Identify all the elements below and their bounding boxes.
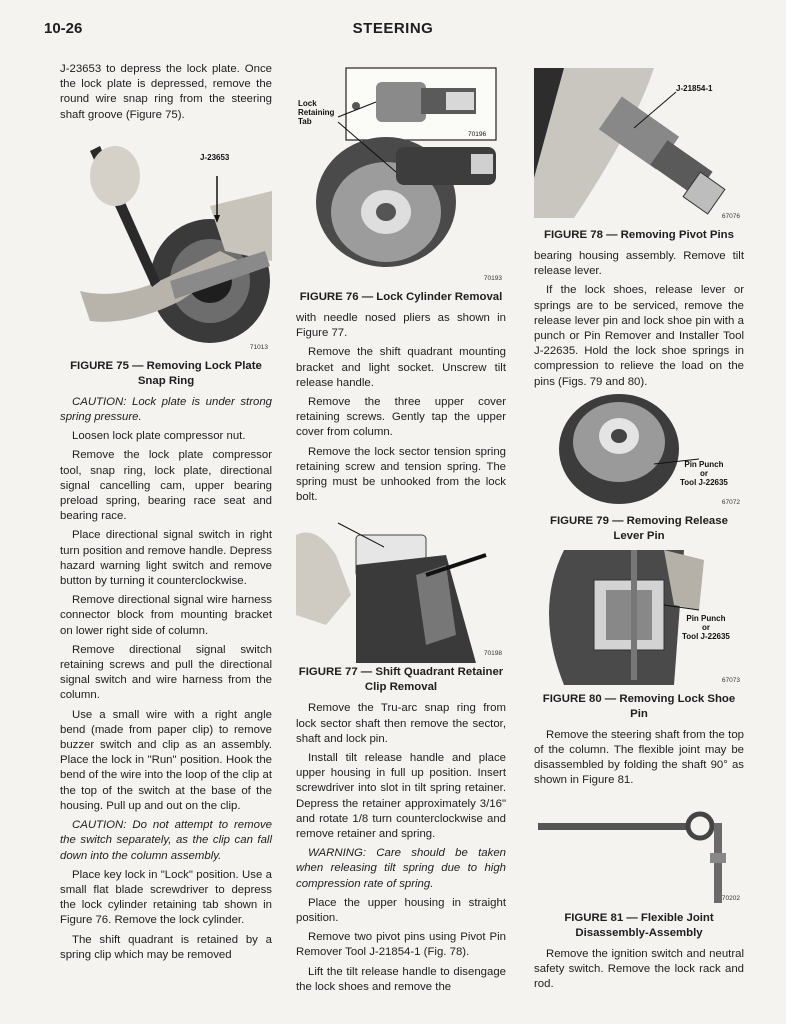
figure-78-photo <box>534 68 744 226</box>
column-3 <box>534 62 744 996</box>
paragraph: Use a small wire with a right angle bend (made from paper clip) to remove buzzer switch and clip as an assembly. Place the lock in "Run" position. Hook the bend of the wire into the loop of the clip at the top of the switch at the base of the housing. Pull up and out on the clip. <box>60 708 272 812</box>
figure-77-caption: FIGURE 77 — Shift Quadrant Retainer Clip Removal <box>298 666 504 694</box>
paragraph: Remove the lock sector tension spring retaining screw and tension spring. The spring must be unhooked from the lock bolt. <box>296 445 506 504</box>
paragraph: with needle nosed pliers as shown in Figure 77. <box>296 312 506 340</box>
figure-78 <box>534 68 744 226</box>
caution-note: CAUTION: Do not attempt to remove the switch separately, as the clip can fall down into the column assembly. <box>60 819 272 862</box>
figure-75 <box>60 131 272 357</box>
paragraph: The shift quadrant is retained by a spring clip which may be removed <box>60 933 272 961</box>
paragraph: Lift the tilt release handle to disengage the lock shoes and remove the <box>296 965 506 993</box>
figure-81-photo <box>534 793 744 909</box>
caution-note: CAUTION: Lock plate is under strong spring pressure. <box>60 395 272 424</box>
figure-79-caption: FIGURE 79 — Removing Release Lever Pin <box>550 514 728 542</box>
figure-80-label: Pin Punch or Tool J-22635 <box>682 613 730 641</box>
paragraph: Remove the three upper cover retaining screws. Gently tap the upper cover from column. <box>296 396 506 439</box>
paragraph: If the lock shoes, release lever or springs are to be serviced, remove the release lever pin and lock shoe pin with a punch or Pin Remover and Installer Tool J-22635. Hold the lock shoe springs in compression to relieve the load on the pins (Figs. 79 and 80). <box>534 284 744 388</box>
column-1 <box>60 62 272 967</box>
figure-76-caption: FIGURE 76 — Lock Cylinder Removal <box>299 291 503 303</box>
figure-78-code: 67076 <box>721 212 740 220</box>
warning-note: WARNING: Care should be taken when releasing tilt spring due to high compression rate of spring. <box>296 847 506 890</box>
figure-79-code: 67072 <box>721 498 740 506</box>
paragraph: Remove the lock plate compressor tool, snap ring, lock plate, directional signal cancelling cam, upper bearing preload spring, bearing race seat and bearing race. <box>60 449 272 523</box>
figure-75-caption: FIGURE 75 — Removing Lock Plate Snap Ring <box>70 359 262 387</box>
figure-75-tool-label: J-23653 <box>200 152 230 162</box>
figure-76-code: 70193 <box>483 274 502 282</box>
figure-76-photo <box>296 62 506 288</box>
figure-79 <box>534 394 744 512</box>
figure-76-label: Lock Retaining Tab <box>298 99 335 126</box>
section-title: STEERING <box>352 20 434 37</box>
figure-80-caption: FIGURE 80 — Removing Lock Shoe Pin <box>542 692 736 720</box>
figure-81 <box>534 793 744 909</box>
paragraph: Remove the ignition switch and neutral safety switch. Remove the lock rack and rod. <box>534 947 744 991</box>
figure-75-code: 71013 <box>249 343 268 351</box>
paragraph: Loosen lock plate compressor nut. <box>72 430 246 443</box>
paragraph: Place the upper housing in straight position. <box>296 896 506 925</box>
figure-76 <box>296 62 506 288</box>
figure-76-inset-code: 70196 <box>468 131 487 138</box>
paragraph: bearing housing assembly. Remove tilt release lever. <box>534 250 744 278</box>
figure-81-caption: FIGURE 81 — Flexible Joint Disassembly-Assembly <box>564 911 714 939</box>
figure-78-tool-label: J-21854-1 <box>676 84 713 93</box>
figure-77-photo <box>296 515 506 663</box>
figure-79-photo <box>534 394 744 512</box>
figure-77 <box>296 515 506 663</box>
paragraph: Place key lock in "Lock" position. Use a small flat blade screwdriver to depress the lock cylinder retaining tab shown in Figure 76. Remove the lock cylinder. <box>60 868 272 927</box>
paragraph: Remove directional signal wire harness connector block from mounting bracket on lower right side of column. <box>60 594 272 637</box>
figure-79-label: Pin Punch or Tool J-22635 <box>680 459 728 487</box>
page-number: 10-26 <box>44 20 83 37</box>
paragraph: Remove two pivot pins using Pivot Pin Remover Tool J-21854-1 (Fig. 78). <box>296 931 506 959</box>
paragraph: Remove the steering shaft from the top of the column. The flexible joint may be disassembled by folding the shaft 90° as shown in Figure 81. <box>534 728 744 787</box>
paragraph: Remove the shift quadrant mounting bracket and light socket. Unscrew tilt release handle. <box>296 346 506 389</box>
column-2 <box>296 62 506 999</box>
paragraph: Install tilt release handle and place upper housing in full up position. Insert screwdriver into slot in tilt spring retainer. Depress the retainer approximately 3/16" and rotate 1/8 turn counterclockwise and remove retainer and spring. <box>296 752 506 841</box>
figure-77-code: 70198 <box>483 650 502 658</box>
paragraph: Remove the Tru-arc snap ring from lock sector shaft then remove the sector, shaft and lock pin. <box>296 702 506 745</box>
paragraph: Remove directional signal switch retaining screws and pull the directional signal switch and wire harness from the column. <box>60 643 272 702</box>
figure-80-code: 67073 <box>721 676 740 684</box>
figure-81-code: 70202 <box>721 895 740 903</box>
paragraph: J-23653 to depress the lock plate. Once the lock plate is depressed, remove the round wire snap ring from the steering shaft groove (Figure 75). <box>60 63 272 121</box>
figure-78-caption: FIGURE 78 — Removing Pivot Pins <box>544 229 734 241</box>
figure-75-photo <box>60 131 272 357</box>
paragraph: Place directional signal switch in right turn position and remove handle. Depress hazard warning light switch and remove button by turning it counterclockwise. <box>60 529 272 588</box>
figure-80 <box>534 550 744 690</box>
